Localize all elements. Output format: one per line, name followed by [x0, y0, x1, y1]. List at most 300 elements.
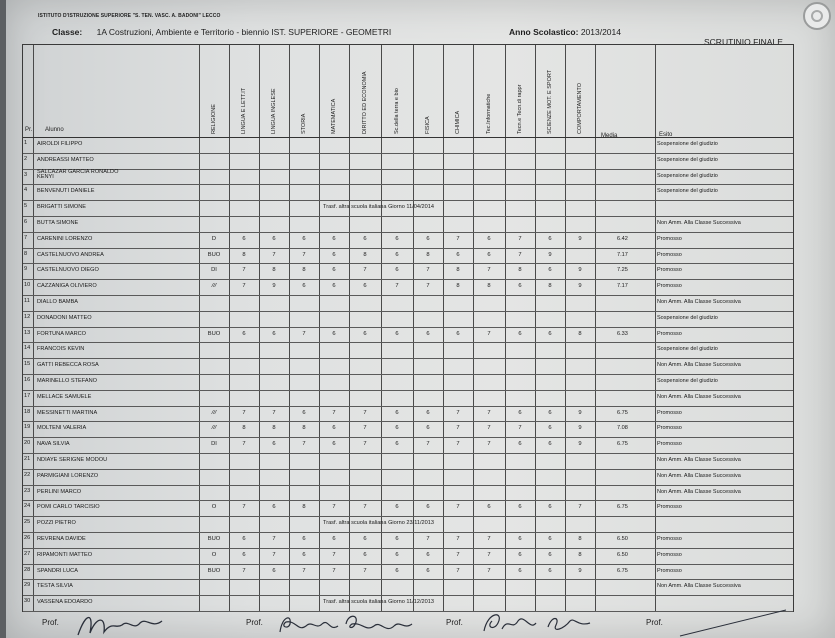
grade-cell: 6 — [242, 551, 246, 558]
student-number: 23 — [24, 487, 31, 494]
grade-cell: 6 — [518, 551, 522, 558]
school-year-value: 2013/2014 — [580, 27, 621, 37]
grade-cell: 6 — [518, 504, 522, 511]
grade-cell: 6 — [456, 251, 460, 258]
row-divider — [23, 153, 793, 154]
esito-value: Non Amm. Alla Classe Successiva — [657, 583, 741, 590]
row-divider — [23, 579, 793, 580]
student-name: GATTI REBECCA ROSA — [37, 362, 99, 369]
grade-cell: 6 — [395, 409, 399, 416]
grade-cell: 7 — [242, 267, 246, 274]
grade-cell: 9 — [548, 251, 552, 258]
grade-cell: 7 — [518, 251, 522, 258]
grade-cell: 6 — [272, 567, 276, 574]
grade-cell: 7 — [426, 536, 430, 542]
grade-cell: 6 — [363, 235, 367, 242]
student-name: MARINELLO STEFANO — [37, 378, 97, 384]
media-value: 6.50 — [617, 551, 628, 558]
grade-cell: 6 — [395, 235, 399, 242]
grade-cell: 6 — [272, 504, 276, 511]
row-divider — [23, 532, 793, 533]
row-divider — [23, 311, 793, 312]
row-divider — [23, 595, 793, 596]
student-number: 10 — [24, 282, 31, 289]
row-divider — [23, 327, 793, 328]
student-name: NDIAYE SERIGNE MODOU — [37, 457, 108, 463]
subject-header: RELIGIONE — [211, 104, 217, 134]
grade-cell: 7 — [456, 551, 460, 558]
esito-value: Promosso — [657, 441, 682, 448]
column-alunno-header: Alunno — [45, 127, 64, 133]
grade-cell: 6 — [426, 567, 430, 574]
subject-header: CHIMICA — [455, 110, 461, 134]
column-esito-header: Esito — [659, 132, 673, 138]
grade-cell: 6 — [426, 425, 430, 432]
student-name: SALCAZAR GARCIA RONALDO KENYI — [37, 168, 119, 181]
grade-cell: 6 — [332, 441, 336, 448]
media-value: 7.17 — [617, 251, 628, 258]
grade-cell: D — [211, 235, 217, 242]
grade-cell: 7 — [242, 409, 246, 416]
grade-cell: 7 — [332, 409, 336, 416]
student-name: RIPAMONTI MATTEO — [37, 551, 93, 558]
grade-cell: 7 — [242, 504, 246, 511]
grade-cell: 6 — [332, 283, 336, 290]
grade-cell: 7 — [363, 267, 367, 274]
grade-cell: 6 — [518, 283, 522, 290]
subject-header: LINGUA E LETT.IT — [241, 87, 247, 134]
student-name: NAVA SILVIA — [37, 441, 70, 448]
grade-cell: 6 — [242, 536, 246, 542]
student-number: 11 — [24, 298, 30, 304]
grade-cell: 7 — [578, 504, 582, 511]
grade-cell: 6 — [518, 409, 522, 416]
transfer-note: Trasf. altra scuola italiana Giorno 11/12/2013 — [323, 599, 435, 606]
student-number: 1 — [24, 140, 28, 146]
esito-value: Sospensione del giudizio — [657, 156, 718, 163]
grade-cell: 6 — [426, 551, 430, 558]
student-name: BRIGATTI SIMONE — [37, 204, 86, 211]
grade-cell: 6 — [332, 235, 336, 242]
grade-cell: 8 — [548, 283, 552, 290]
transfer-note: Trasf. altra scuola italiana Giorno 23/11/2013 — [323, 520, 435, 527]
grade-cell: 6 — [395, 567, 399, 574]
header-divider — [23, 137, 793, 138]
student-number: 19 — [24, 424, 31, 431]
media-value: 6.75 — [617, 409, 628, 416]
student-number: 29 — [24, 582, 31, 589]
student-name: MELLACE SAMUELE — [37, 393, 92, 400]
media-value: 6.50 — [617, 536, 628, 542]
column-divider — [229, 45, 230, 611]
grade-cell: 6 — [363, 330, 367, 337]
grade-cell: 7 — [487, 409, 491, 416]
student-number: 15 — [24, 361, 31, 368]
grade-cell: 7 — [302, 251, 306, 258]
grade-cell: 8 — [302, 504, 306, 511]
grade-cell: O — [211, 551, 217, 558]
student-number: 20 — [24, 440, 31, 447]
student-number: 6 — [24, 219, 28, 225]
grade-cell: 7 — [487, 441, 491, 448]
grade-cell: 9 — [578, 283, 582, 290]
subject-header: DIRITTO ED ECONOMIA — [362, 71, 368, 134]
grade-cell: 7 — [332, 504, 336, 511]
esito-value: Non Amm. Alla Classe Successiva — [657, 472, 741, 479]
grade-cell: 6 — [395, 441, 399, 448]
media-value: 6.75 — [617, 504, 628, 511]
row-divider — [23, 232, 793, 233]
grade-cell: 7 — [487, 536, 491, 542]
student-number: 27 — [24, 550, 31, 557]
row-divider — [23, 358, 793, 359]
grade-cell: 6 — [487, 504, 491, 511]
class-label: Classe: — [52, 27, 83, 37]
grade-cell: 7 — [518, 425, 522, 432]
grade-cell: 6 — [426, 235, 430, 242]
subject-header: MATEMATICA — [331, 98, 337, 134]
grade-cell: 7 — [395, 283, 399, 290]
student-name: SPANDRI LUCA — [37, 567, 78, 574]
grade-cell: 6 — [548, 504, 552, 511]
student-name: ANDREASSI MATTEO — [37, 156, 94, 163]
student-name: VASSENA EDOARDO — [37, 599, 93, 606]
school-year-label: Anno Scolastico: — [509, 27, 579, 37]
esito-value: Non Amm. Alla Classe Successiva — [657, 488, 741, 495]
grade-cell: 7 — [363, 425, 367, 432]
grade-cell: 6 — [548, 567, 552, 574]
grade-cell: 6 — [456, 330, 460, 337]
esito-value: Promosso — [657, 551, 682, 558]
grade-cell: 7 — [426, 267, 430, 274]
row-divider — [23, 485, 793, 486]
grade-cell: 8 — [272, 267, 276, 274]
grade-cell: 6 — [426, 330, 430, 337]
grade-cell: 7 — [332, 551, 336, 558]
student-number: 9 — [24, 266, 28, 273]
student-name: DIALLO BAMBA — [37, 299, 79, 305]
student-name: FRANCOIS KEVIN — [37, 346, 85, 353]
student-name: CAZZANIGA OLIVIERO — [37, 283, 97, 290]
grade-cell: 6 — [272, 441, 276, 448]
grade-cell: 9 — [578, 441, 582, 448]
grade-cell: 6 — [332, 330, 336, 337]
grade-cell: 7 — [487, 330, 491, 337]
student-number: 21 — [24, 456, 31, 462]
grade-cell: 8 — [363, 251, 367, 258]
grade-cell: 7 — [487, 267, 491, 274]
subject-header: FISICA — [425, 116, 431, 134]
grade-cell: 8 — [426, 251, 430, 258]
esito-value: Sospensione del giudizio — [657, 378, 718, 384]
column-divider — [535, 45, 536, 611]
grade-cell: 6 — [518, 441, 522, 448]
esito-value: Promosso — [657, 330, 682, 337]
grade-cell: 8 — [272, 425, 276, 432]
grade-cell: 6 — [426, 409, 430, 416]
media-value: 6.75 — [617, 441, 628, 448]
esito-value: Sospensione del giudizio — [657, 346, 718, 353]
student-number: 14 — [24, 345, 31, 352]
esito-value: Promosso — [657, 567, 682, 574]
subject-header: Tecn.e Tecn.di rappr — [517, 84, 523, 134]
signature-2 — [276, 610, 416, 638]
signature-1 — [76, 607, 166, 638]
student-name: BUTTA SIMONE — [37, 220, 79, 226]
prof-label-3: Prof. — [446, 618, 463, 627]
subject-header: SCIENZE MOT. E SPORT — [547, 69, 553, 134]
student-number: 7 — [24, 234, 28, 241]
row-divider — [23, 342, 793, 343]
grade-cell: 7 — [456, 441, 460, 448]
grade-cell: 6 — [395, 330, 399, 337]
column-divider — [565, 45, 566, 611]
student-number: 25 — [24, 519, 31, 526]
grade-cell: 6 — [332, 425, 336, 432]
grade-cell: 6 — [395, 251, 399, 258]
student-name: TESTA SILVIA — [37, 583, 73, 590]
row-divider — [23, 564, 793, 565]
grade-cell: 9 — [578, 409, 582, 416]
row-divider — [23, 216, 793, 217]
school-name: ISTITUTO D'ISTRUZIONE SUPERIORE "S. TEN. VASC. A. BADONI" LECCO — [38, 13, 221, 19]
student-number: 5 — [24, 203, 28, 210]
grade-cell: 7 — [487, 567, 491, 574]
grade-cell: 6 — [548, 425, 552, 432]
grade-cell: 7 — [332, 567, 336, 574]
esito-value: Promosso — [657, 536, 682, 542]
grade-cell: 7 — [363, 441, 367, 448]
grade-cell: 7 — [242, 441, 246, 448]
grade-cell: 8 — [302, 267, 306, 274]
grade-cell: 7 — [363, 567, 367, 574]
grades-table — [22, 44, 794, 612]
row-divider — [23, 184, 793, 185]
row-divider — [23, 516, 793, 517]
grade-cell: 8 — [578, 536, 582, 542]
grade-cell: 9 — [578, 425, 582, 432]
column-divider — [199, 45, 200, 611]
grade-cell: 7 — [302, 441, 306, 448]
grade-cell: 6 — [487, 251, 491, 258]
student-number: 3 — [24, 171, 28, 178]
media-value: 7.25 — [617, 267, 628, 274]
student-name: REVRENA DAVIDE — [37, 536, 86, 542]
grade-cell: 6 — [518, 330, 522, 337]
grade-cell: 7 — [302, 330, 306, 337]
student-number: 16 — [24, 377, 31, 383]
grade-cell: BUO — [207, 330, 221, 337]
signature-4 — [678, 606, 788, 638]
grade-cell: 6 — [363, 551, 367, 558]
grade-cell: 6 — [518, 536, 522, 542]
grade-cell: 6 — [363, 283, 367, 290]
grade-cell: 7 — [272, 251, 276, 258]
esito-value: Promosso — [657, 504, 682, 511]
grade-cell: 6 — [302, 551, 306, 558]
student-number: 24 — [24, 503, 31, 510]
grade-cell: 8 — [487, 283, 491, 290]
subject-header: STORIA — [301, 113, 307, 134]
student-number: 12 — [24, 313, 31, 320]
grade-cell: 7 — [426, 283, 430, 290]
row-divider — [23, 263, 793, 264]
document-page — [6, 0, 835, 638]
grade-cell: 6 — [242, 235, 246, 242]
transfer-note: Trasf. altra scuola italiana Giorno 11/04/2014 — [323, 204, 435, 211]
student-number: 13 — [24, 329, 31, 336]
grade-cell: 7 — [242, 283, 246, 290]
class-line — [52, 27, 391, 37]
row-divider — [23, 406, 793, 407]
student-name: MOLTENI VALERIA — [37, 425, 87, 432]
prof-label-1: Prof. — [42, 618, 59, 627]
student-number: 17 — [24, 392, 31, 399]
row-divider — [23, 390, 793, 391]
grade-cell: 6 — [395, 425, 399, 432]
student-name: FORTUNA MARCO — [37, 330, 86, 337]
grade-cell: 7 — [518, 235, 522, 242]
esito-value: Promosso — [657, 409, 682, 416]
column-divider — [319, 45, 320, 611]
grade-cell: 9 — [578, 567, 582, 574]
grade-cell: 8 — [456, 267, 460, 274]
grade-cell: 6 — [302, 536, 306, 542]
school-year — [509, 27, 621, 37]
row-divider — [23, 169, 793, 170]
student-name: MESSINETTI MARTINA — [37, 409, 98, 416]
grade-cell: 8 — [518, 267, 522, 274]
grade-cell: 6 — [548, 409, 552, 416]
subject-header: Tec.Informatiche — [486, 93, 492, 134]
grade-cell: 6 — [548, 536, 552, 542]
column-divider — [505, 45, 506, 611]
esito-value: Non Amm. Alla Classe Successiva — [657, 220, 741, 226]
grade-cell: O — [211, 504, 217, 511]
esito-value: Non Amm. Alla Classe Successiva — [657, 362, 741, 369]
media-value: 6.42 — [617, 235, 628, 242]
grade-cell: 6 — [548, 235, 552, 242]
grade-cell: 6 — [242, 330, 246, 337]
class-value: 1A Costruzioni, Ambiente e Territorio - biennio IST. SUPERIORE - GEOMETRI — [96, 27, 392, 37]
grade-cell: 6 — [518, 567, 522, 574]
grade-cell: 7 — [363, 409, 367, 416]
row-divider — [23, 200, 793, 201]
grade-cell: 7 — [456, 235, 460, 242]
grade-cell: 6 — [395, 536, 399, 542]
column-pr-header: Pr. — [25, 127, 33, 133]
esito-value: Promosso — [657, 235, 682, 242]
column-divider — [443, 45, 444, 611]
subject-header: Sc.della terra e bio — [394, 88, 400, 134]
grade-cell: 6 — [302, 235, 306, 242]
grade-cell: /// — [211, 425, 217, 432]
row-divider — [23, 295, 793, 296]
grade-cell: 6 — [548, 267, 552, 274]
grade-cell: BUO — [207, 567, 221, 574]
grade-cell: 6 — [548, 441, 552, 448]
column-divider — [33, 45, 34, 611]
grade-cell: 6 — [363, 536, 367, 542]
media-value: 6.75 — [617, 567, 628, 574]
student-name: BENVENUTI DANIELE — [37, 188, 95, 195]
grade-cell: 9 — [578, 267, 582, 274]
grade-cell: 6 — [395, 504, 399, 511]
grade-cell: 9 — [578, 235, 582, 242]
grade-cell: 7 — [272, 551, 276, 558]
grade-cell: 7 — [272, 409, 276, 416]
grade-cell: 6 — [332, 267, 336, 274]
student-number: 4 — [24, 187, 28, 194]
grade-cell: /// — [211, 283, 217, 290]
esito-value: Promosso — [657, 251, 682, 258]
grade-cell: 7 — [242, 567, 246, 574]
student-name: PERLINI MARCO — [37, 488, 82, 495]
grade-cell: DI — [211, 441, 217, 448]
grade-cell: 6 — [332, 251, 336, 258]
grade-cell: /// — [211, 409, 217, 416]
student-name: POMI CARLO TARCISIO — [37, 504, 100, 511]
signature-3 — [478, 607, 598, 638]
row-divider — [23, 548, 793, 549]
student-name: CARENINI LORENZO — [37, 235, 93, 242]
row-divider — [23, 469, 793, 470]
grade-cell: 7 — [487, 425, 491, 432]
grade-cell: 6 — [302, 283, 306, 290]
grade-cell: 6 — [272, 330, 276, 337]
grade-cell: 6 — [487, 235, 491, 242]
column-divider — [473, 45, 474, 611]
grade-cell: BUO — [207, 536, 221, 542]
grade-cell: 7 — [487, 551, 491, 558]
row-divider — [23, 453, 793, 454]
media-value: 7.08 — [617, 425, 628, 432]
column-divider — [595, 45, 596, 611]
grade-cell: 7 — [272, 536, 276, 542]
grade-cell: 7 — [426, 441, 430, 448]
grade-cell: 9 — [272, 283, 276, 290]
esito-value: Sospensione del giudizio — [657, 172, 718, 179]
grade-cell: 7 — [456, 536, 460, 542]
student-name: CASTELNUOVO ANDREA — [37, 251, 104, 258]
grade-cell: 7 — [456, 409, 460, 416]
student-name: POZZI PIETRO — [37, 520, 76, 527]
grade-cell: 6 — [426, 504, 430, 511]
subject-header: COMPORTAMENTO — [577, 82, 583, 134]
binder-ring-icon — [803, 2, 831, 30]
row-divider — [23, 437, 793, 438]
grade-cell: DI — [211, 267, 217, 274]
grade-cell: 6 — [302, 409, 306, 416]
column-divider — [655, 45, 656, 611]
row-divider — [23, 500, 793, 501]
esito-value: Promosso — [657, 267, 682, 274]
esito-value: Non Amm. Alla Classe Successiva — [657, 393, 741, 400]
media-value: 7.17 — [617, 283, 628, 290]
student-number: 30 — [24, 598, 31, 605]
column-divider — [289, 45, 290, 611]
row-divider — [23, 279, 793, 280]
student-number: 8 — [24, 250, 28, 257]
esito-value: Sospensione del giudizio — [657, 141, 718, 147]
student-name: PARMIGIANI LORENZO — [37, 472, 99, 479]
student-name: DONADONI MATTEO — [37, 314, 92, 321]
grade-cell: 6 — [548, 551, 552, 558]
esito-value: Sospensione del giudizio — [657, 314, 718, 321]
esito-value: Non Amm. Alla Classe Successiva — [657, 457, 741, 463]
grade-cell: 7 — [456, 425, 460, 432]
student-number: 18 — [24, 408, 31, 415]
